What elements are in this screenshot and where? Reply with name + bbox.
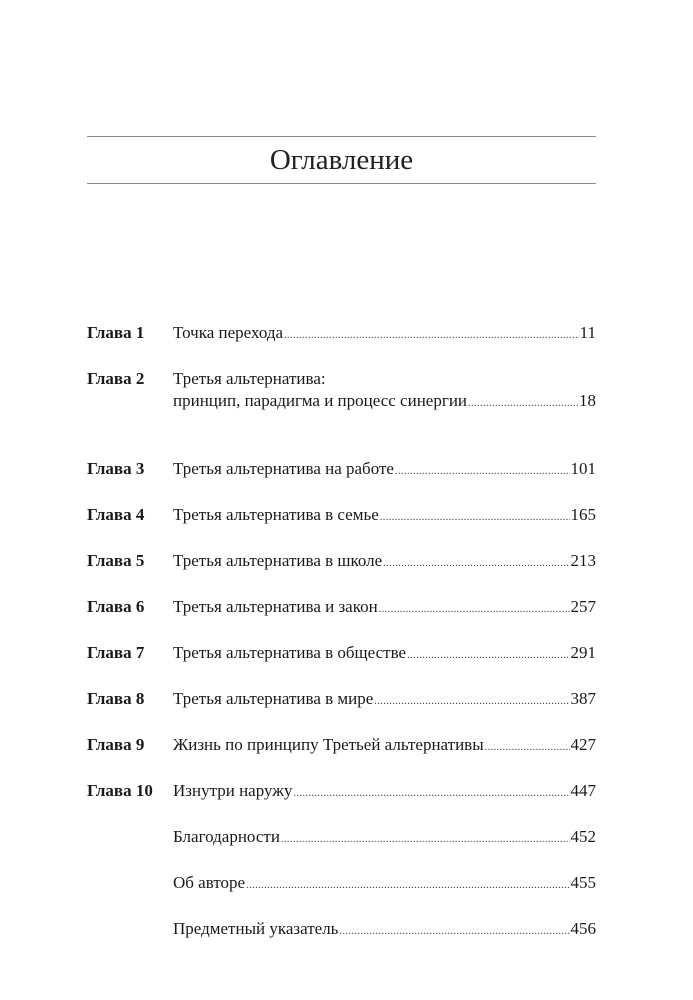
toc-entry-title: Третья альтернатива в школе	[173, 551, 383, 570]
toc-entry-title: принцип, парадигма и процесс синергии	[173, 391, 468, 410]
toc-page-number: 165	[570, 505, 596, 524]
toc-entry-title: Точка перехода	[173, 323, 284, 342]
toc-entry-title: Третья альтернатива в обществе	[173, 643, 407, 662]
toc-entry[interactable]	[87, 504, 596, 529]
toc-chapter-number: Глава 1	[87, 323, 145, 342]
toc-entry[interactable]	[87, 322, 596, 347]
toc-chapter-number: Глава 3	[87, 459, 145, 478]
toc-entry[interactable]	[87, 368, 596, 415]
toc-chapter-number: Глава 4	[87, 505, 145, 524]
top-rule	[87, 136, 596, 137]
toc-entry-title: Третья альтернатива на работе	[173, 459, 394, 478]
toc-page-number: 291	[570, 643, 596, 662]
toc-chapter-number: Глава 9	[87, 735, 145, 754]
toc-page-number: 387	[570, 689, 596, 708]
toc-page-number: 11	[579, 323, 596, 342]
bottom-rule	[87, 183, 596, 184]
toc-chapter-number: Глава 5	[87, 551, 145, 570]
toc-entry-title: Третья альтернатива в мире	[173, 689, 374, 708]
page-title: Оглавление	[269, 144, 414, 176]
dot-leader	[383, 553, 569, 575]
toc-entry-title: Жизнь по принципу Третьей альтернативы	[173, 735, 484, 754]
toc-page-number: 101	[570, 459, 596, 478]
toc-chapter-number: Глава 2	[87, 369, 145, 388]
toc-chapter-number: Глава 8	[87, 689, 145, 708]
dot-leader	[284, 325, 579, 347]
toc-page-number: 456	[570, 919, 596, 938]
toc-page-number: 213	[570, 551, 596, 570]
toc-entry-title: Третья альтернатива в семье	[173, 505, 379, 524]
dot-leader	[407, 645, 569, 667]
toc-page-number: 447	[570, 781, 596, 800]
toc-page-number: 452	[570, 827, 596, 846]
table-of-contents	[87, 322, 596, 943]
dot-leader	[468, 393, 578, 415]
toc-entry[interactable]	[87, 458, 596, 483]
dot-leader	[246, 875, 569, 897]
toc-chapter-number: Глава 6	[87, 597, 145, 616]
toc-page-number: 455	[570, 873, 596, 892]
toc-entry[interactable]	[87, 826, 596, 851]
dot-leader	[380, 507, 570, 529]
toc-entry[interactable]	[87, 550, 596, 575]
dot-leader	[395, 461, 570, 483]
toc-entry-title: Изнутри наружу	[173, 781, 293, 800]
toc-entry[interactable]	[87, 688, 596, 713]
toc-entry-title: Третья альтернатива и закон	[173, 597, 378, 616]
dot-leader	[379, 599, 570, 621]
dot-leader	[339, 921, 569, 943]
dot-leader	[485, 737, 570, 759]
toc-chapter-number: Глава 10	[87, 781, 153, 800]
dot-leader	[374, 691, 569, 713]
toc-entry-title: Об авторе	[173, 873, 246, 892]
toc-chapter-number: Глава 7	[87, 643, 145, 662]
toc-entry[interactable]	[87, 734, 596, 759]
toc-page-number: 257	[570, 597, 596, 616]
toc-page-number: 18	[579, 391, 596, 410]
toc-entry[interactable]	[87, 642, 596, 667]
toc-entry-title: Благодарности	[173, 827, 280, 846]
toc-page-number: 427	[570, 735, 596, 754]
toc-entry[interactable]	[87, 872, 596, 897]
toc-entry[interactable]	[87, 918, 596, 943]
toc-entry-title: Предметный указатель	[173, 919, 339, 938]
toc-entry-title: Третья альтернатива:	[173, 369, 326, 388]
toc-entry[interactable]	[87, 596, 596, 621]
dot-leader	[294, 783, 570, 805]
toc-entry[interactable]	[87, 780, 596, 805]
dot-leader	[281, 829, 570, 851]
